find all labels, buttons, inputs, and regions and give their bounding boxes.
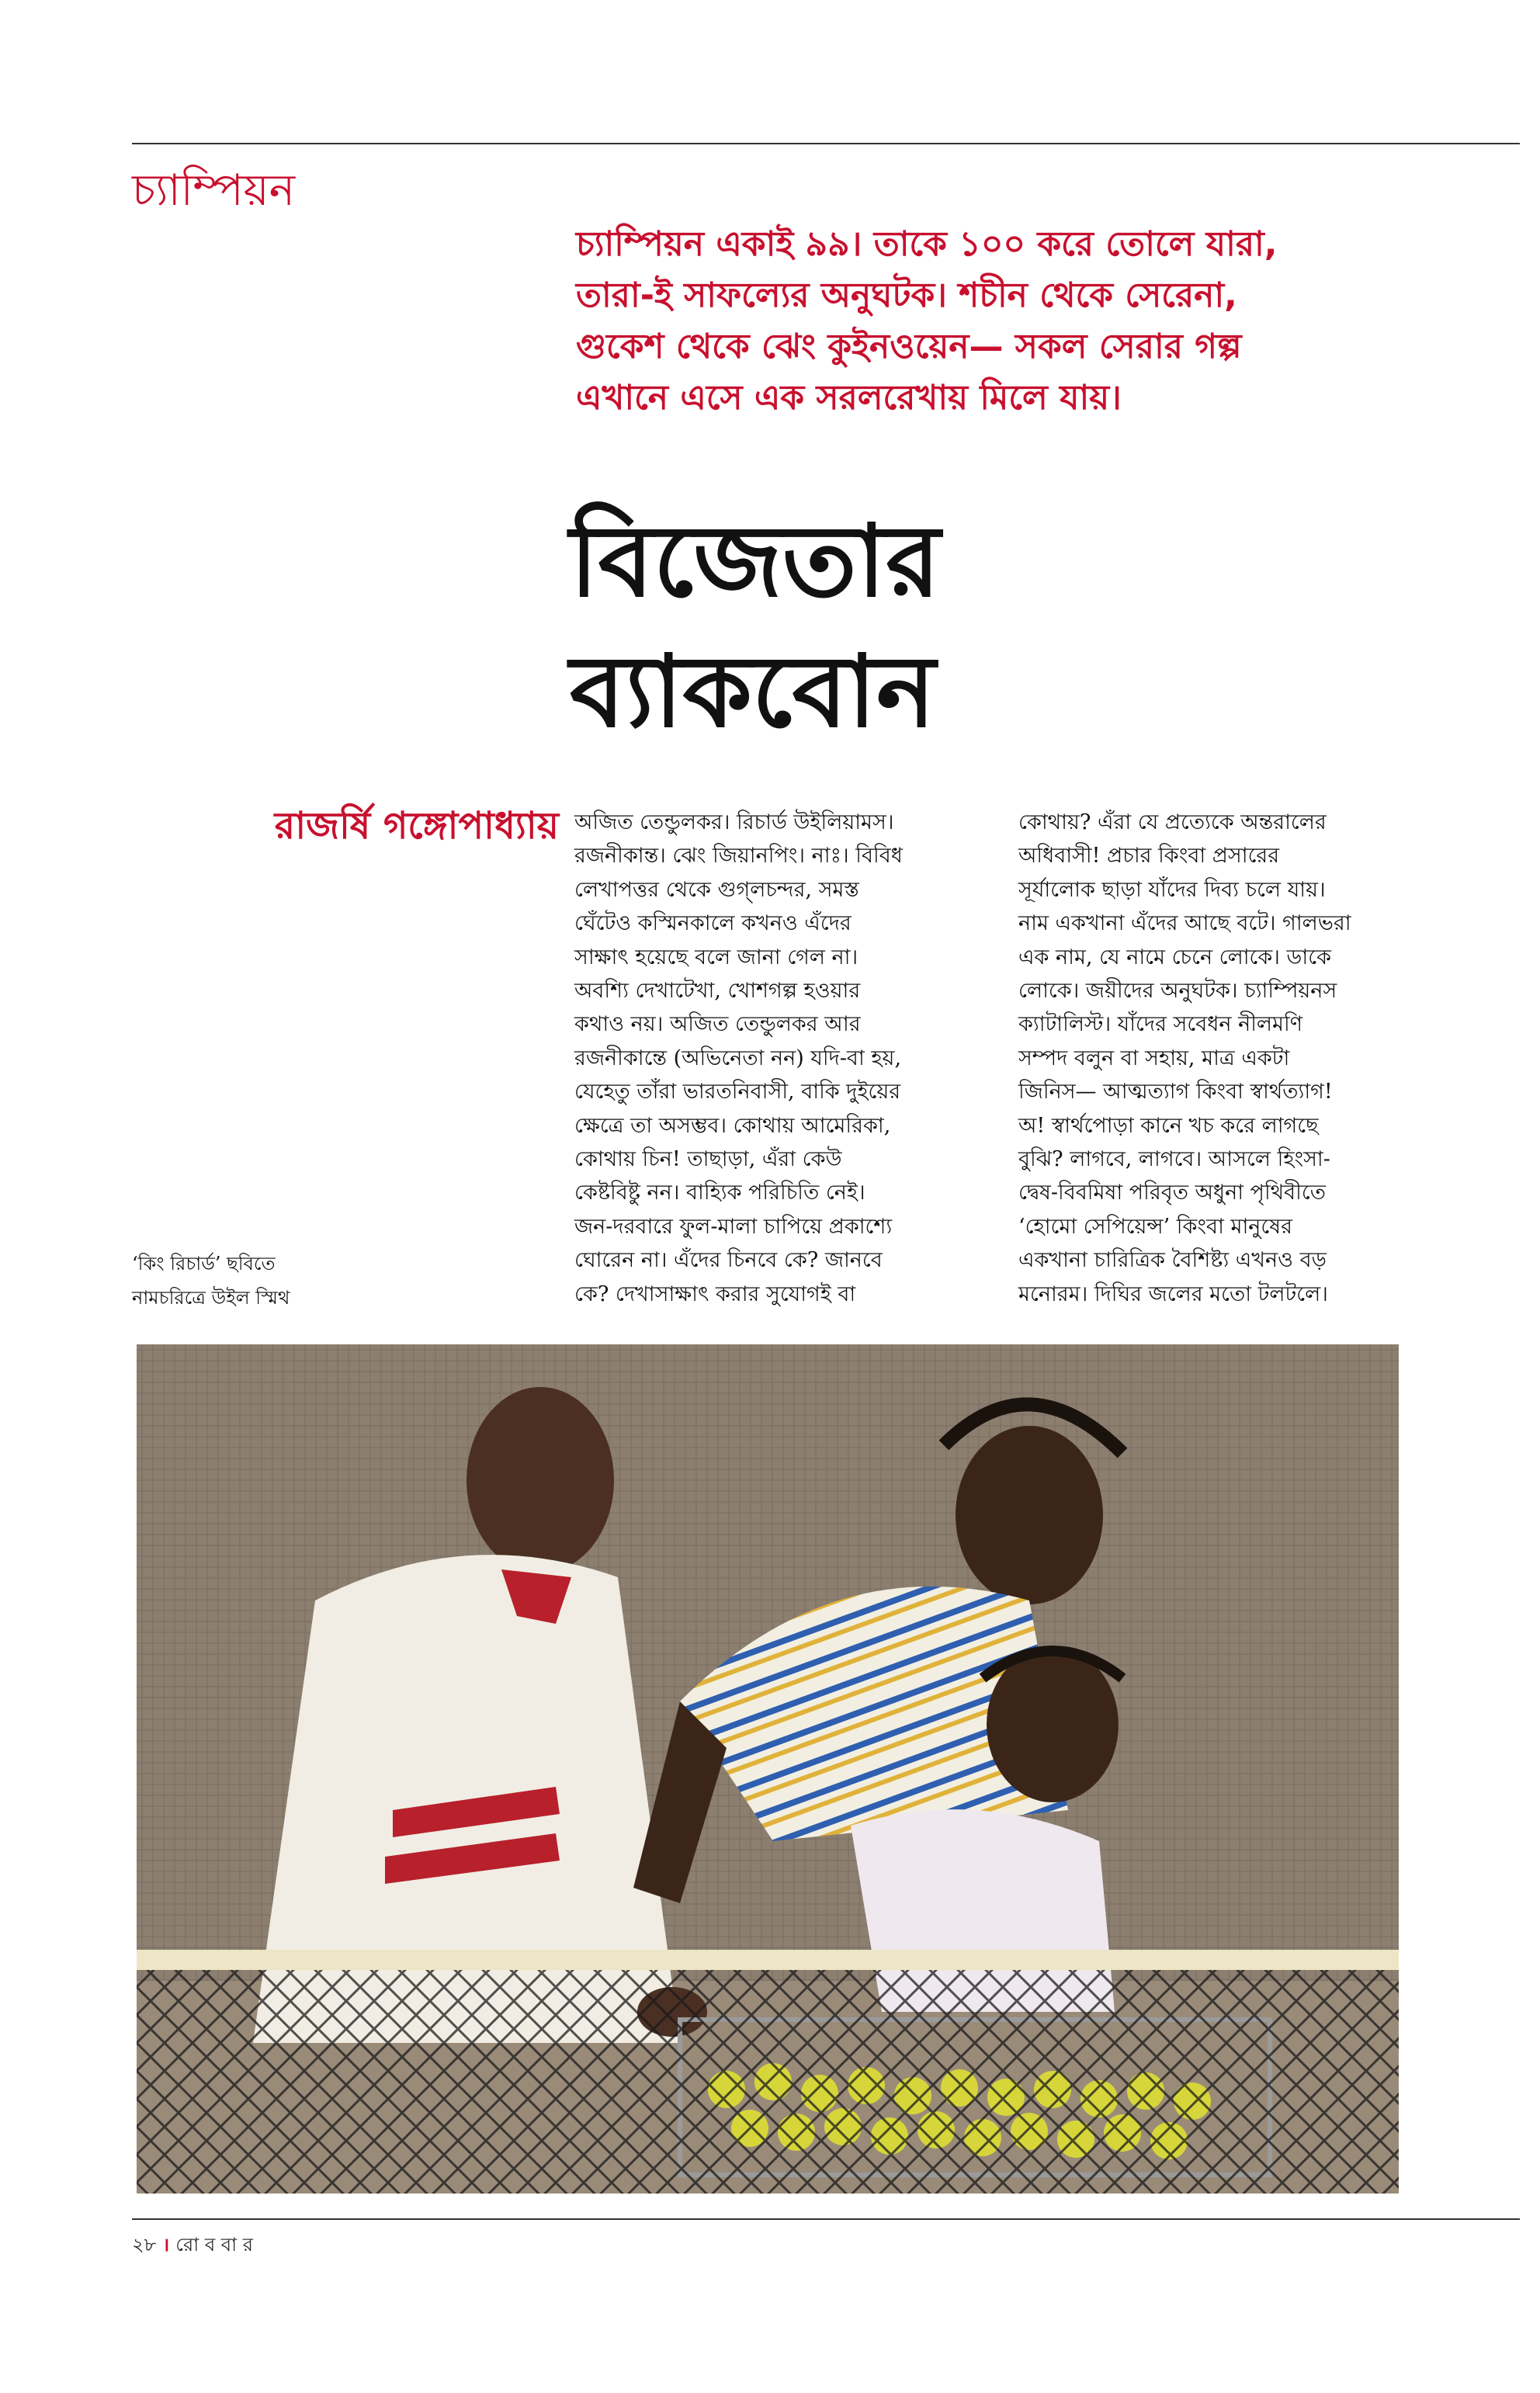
caption-line: নামচরিত্রে উইল স্মিথ bbox=[132, 1287, 290, 1309]
body-line: দ্বেষ-বিবমিষা পরিবৃত অধুনা পৃথিবীতে bbox=[1018, 1181, 1327, 1205]
body-line: কোথায় চিন! তাছাড়া, এঁরা কেউ bbox=[574, 1147, 842, 1172]
magazine-name: রো ব বা র bbox=[175, 2234, 253, 2256]
photo-caption bbox=[132, 1247, 365, 1315]
footer-separator: । bbox=[162, 2234, 170, 2256]
headline-line-1: বিজেতার bbox=[570, 504, 941, 619]
bottom-rule bbox=[132, 2218, 1520, 2220]
body-line: অবশ্যি দেখাটেখা, খোশগল্প হওয়ার bbox=[574, 979, 861, 1004]
headline-line-2: ব্যাকবোন bbox=[570, 634, 936, 750]
page-number: ২৮ bbox=[132, 2234, 157, 2256]
body-line: ঘেঁটেও কস্মিনকালে কখনও এঁদের bbox=[574, 911, 852, 936]
body-line: ঘোরেন না। এঁদের চিনবে কে? জানবে bbox=[574, 1248, 883, 1273]
body-line: ‘হোমো সেপিয়েন্স’ কিংবা মানুষের bbox=[1018, 1214, 1293, 1239]
body-line: লেখাপত্তর থেকে গুগ্‌লচন্দর, সমস্ত bbox=[574, 877, 859, 902]
standfirst-line: তারা-ই সাফল্যের অনুঘটক। শচীন থেকে সেরেনা, bbox=[576, 276, 1237, 315]
standfirst-line: চ্যাম্পিয়ন একাই ৯৯। তাকে ১০০ করে তোলে যারা, bbox=[576, 224, 1278, 264]
section-label: চ্যাম্পিয়ন bbox=[132, 165, 296, 216]
body-line: অধিবাসী! প্রচার কিংবা প্রসারের bbox=[1018, 844, 1280, 869]
standfirst-line: এখানে এসে এক সরলরেখায় মিলে যায়। bbox=[576, 378, 1122, 418]
headline bbox=[570, 497, 1424, 758]
body-line: অ! স্বার্থপোড়া কানে খচ করে লাগছে bbox=[1018, 1113, 1319, 1138]
body-line: রজনীকান্তে (অভিনেতা নন) যদি-বা হয়, bbox=[574, 1046, 902, 1070]
top-rule bbox=[132, 143, 1520, 144]
body-line: কথাও নয়। অজিত তেন্ডুলকর আর bbox=[574, 1012, 861, 1037]
body-line: রজনীকান্ত। ঝেং জিয়ানপিং। নাঃ। বিবিধ bbox=[574, 844, 903, 869]
standfirst bbox=[576, 219, 1399, 424]
body-line: একখানা চারিত্রিক বৈশিষ্ট্য এখনও বড় bbox=[1018, 1248, 1327, 1273]
body-line: যেহেতু তাঁরা ভারতনিবাসী, বাকি দুইয়ের bbox=[574, 1080, 901, 1105]
tennis-net bbox=[137, 1950, 1399, 2194]
body-line: মনোরম। দিঘির জলের মতো টলটলে। bbox=[1018, 1281, 1328, 1306]
body-line: নাম একখানা এঁদের আছে বটে। গালভরা bbox=[1018, 911, 1351, 936]
body-line: ক্ষেত্রে তা অসম্ভব। কোথায় আমেরিকা, bbox=[574, 1113, 891, 1138]
body-line: লোকে। জয়ীদের অনুঘটক। চ্যাম্পিয়নস bbox=[1018, 979, 1337, 1004]
body-line: বুঝি? লাগবে, লাগবে। আসলে হিংসা- bbox=[1018, 1147, 1330, 1172]
caption-line: ‘কিং রিচার্ড’ ছবিতে bbox=[132, 1253, 276, 1275]
photo-illustration bbox=[137, 1344, 1399, 2194]
body-line: কেষ্টবিষ্টু নন। বাহ্যিক পরিচিতি নেই। bbox=[574, 1181, 865, 1205]
body-line: কে? দেখাসাক্ষাৎ করার সুযোগই বা bbox=[574, 1281, 856, 1306]
body-column-1 bbox=[574, 806, 1009, 1311]
body-line: জিনিস— আত্মত্যাগ কিংবা স্বার্থত্যাগ! bbox=[1018, 1080, 1333, 1105]
body-line: জন-দরবারে ফুল-মালা চাপিয়ে প্রকাশ্যে bbox=[574, 1214, 893, 1239]
standfirst-line: গুকেশ থেকে ঝেং কুইনওয়েন— সকল সেরার গল্প bbox=[576, 327, 1242, 366]
body-line: কোথায়? এঁরা যে প্রত্যেকে অন্তরালের bbox=[1018, 810, 1327, 834]
body-line: এক নাম, যে নামে চেনে লোকে। ডাকে bbox=[1018, 945, 1331, 969]
body-column-2 bbox=[1018, 806, 1469, 1311]
byline: রাজর্ষি গঙ্গোপাধ্যায় bbox=[274, 804, 559, 848]
body-line: সূর্যালোক ছাড়া যাঁদের দিব্য চলে যায়। bbox=[1018, 877, 1326, 902]
page-footer bbox=[132, 2231, 253, 2259]
body-line: সম্পদ বলুন বা সহায়, মাত্র একটা bbox=[1018, 1046, 1290, 1070]
body-line: অজিত তেন্ডুলকর। রিচার্ড উইলিয়ামস। bbox=[574, 810, 894, 834]
body-line: সাক্ষাৎ হয়েছে বলে জানা গেল না। bbox=[574, 945, 858, 969]
body-line: ক্যাটালিস্ট। যাঁদের সবেধন নীলমণি bbox=[1018, 1012, 1303, 1037]
article-photo bbox=[137, 1344, 1399, 2194]
